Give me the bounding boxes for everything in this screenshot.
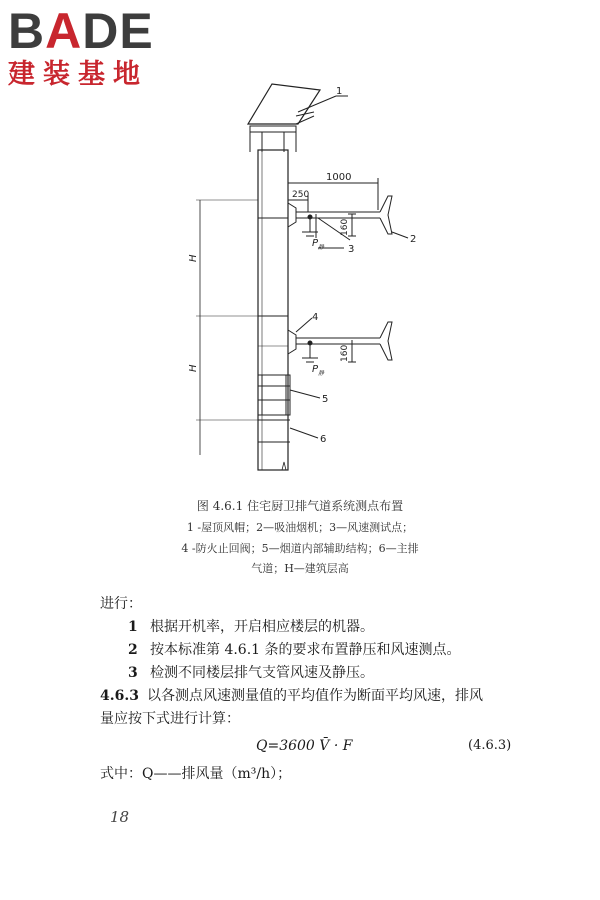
clause-4-6-3 [100, 686, 483, 706]
formula: Q=3600 V̄ · F [256, 738, 353, 754]
label-4: 4 [312, 312, 319, 323]
roof-cap-base [250, 126, 296, 132]
logo-wordmark: BADE [8, 3, 154, 59]
dim-160-lower: 160 [340, 344, 350, 362]
list-item [128, 640, 461, 660]
dim-1000: 1000 [326, 172, 352, 183]
label-2: 2 [410, 234, 417, 245]
clause-text-line1: 以各测点风速测量值的平均值作为断面平均风速，排风 [146, 688, 483, 704]
list-item-text: 根据开机率，开启相应楼层的机器。 [150, 619, 374, 635]
list-item-number: 1 [128, 619, 138, 635]
page-number: 18 [110, 808, 130, 826]
clause-number: 4.6.3 [100, 688, 139, 704]
internal-aux-structure [258, 375, 290, 415]
list-item-number: 2 [128, 642, 138, 658]
list-item-number: 3 [128, 665, 138, 681]
clause-text-line2: 量应按下式进行计算： [100, 711, 240, 727]
list-item [128, 617, 374, 637]
dim-250: 250 [292, 190, 310, 200]
p-static-lower: $P_静$ [312, 364, 325, 377]
figure-legend-line-2: 4 -防火止回阀；5—烟道内部辅助结构；6—主排 [181, 542, 419, 555]
logo-subtitle: 建装基地 [8, 59, 148, 90]
figure-legend-line-3: 气道；H—建筑层高 [251, 562, 349, 575]
variable-definition: 式中：Q——排风量（m³/h）； [100, 766, 292, 782]
list-item [128, 663, 374, 683]
list-item-text: 检测不同楼层排气支管风速及静压。 [150, 665, 374, 681]
label-1: 1 [336, 86, 343, 97]
list-item-text: 按本标准第 4.6.1 条的要求布置静压和风速测点。 [150, 642, 461, 658]
figure-caption-title: 图 4.6.1 住宅厨卫排气道系统测点布置 [196, 499, 404, 513]
label-3: 3 [348, 244, 355, 255]
dim-160-upper: 160 [340, 218, 350, 236]
formula-number: (4.6.3) [468, 738, 512, 753]
figure-legend-line-1: 1 -屋顶风帽；2—吸油烟机；3—风速测试点； [186, 521, 414, 534]
label-6: 6 [320, 434, 327, 445]
label-5: 5 [322, 394, 329, 405]
main-exhaust-shaft [258, 150, 288, 470]
p-static-upper: $P_静$ [312, 238, 325, 251]
intro-text: 进行： [100, 596, 142, 612]
dim-H-lower: H [188, 364, 199, 372]
dim-H-upper: H [188, 254, 199, 262]
